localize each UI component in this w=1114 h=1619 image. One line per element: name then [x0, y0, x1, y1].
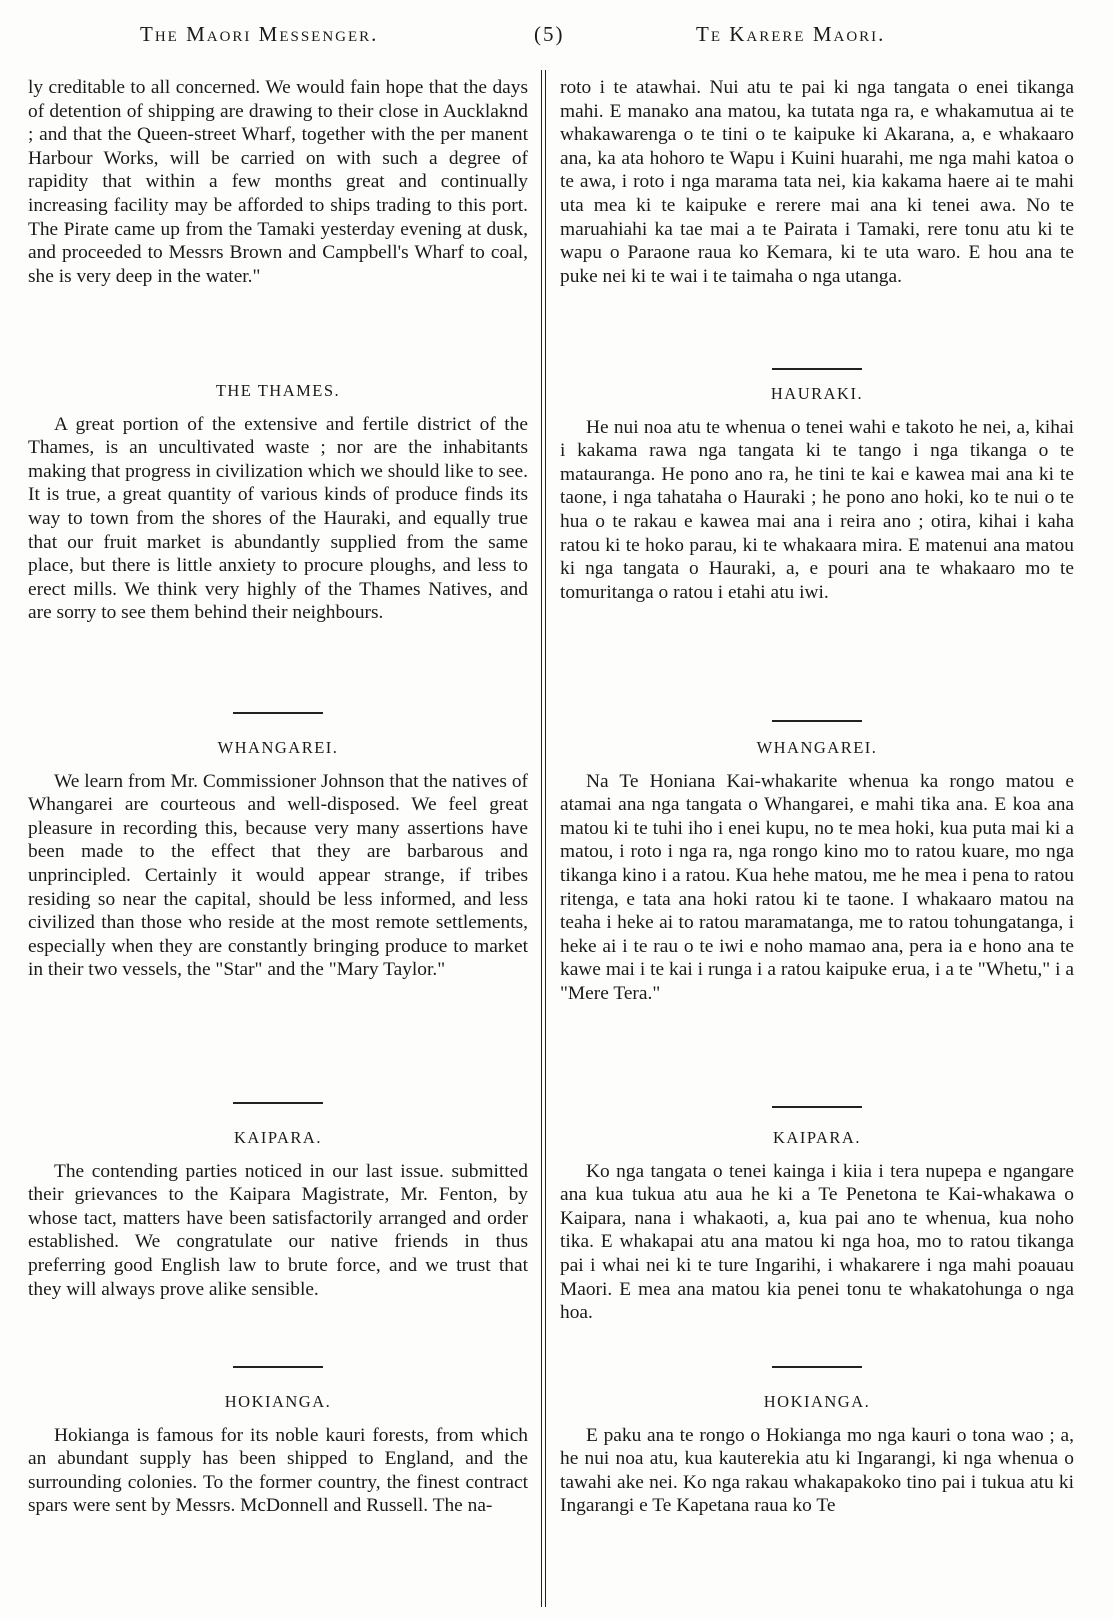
- section-body-hauraki: He nui noa atu te whenua o tenei wahi e takoto he nei, a, kihai i kakama rawa nga tangata ki te tango i nga tikanga o te matauranga. He pono ano ra, he tini te kai e kawea mai ana ki te taone, i nga tahataha o Hauraki ; he pono ano hoki, ko te nui o te hua o te rakau e kawea mai ana i reira ano ; otira, kihai i kaha ratou ki te hoko parau, ki te whakaara mira. E matenui ana matou ki nga tangata o Hauraki, a, e pouri ana te whakaaro mo te tomuritanga o ratou i etahi atu iwi.: [560, 416, 1074, 603]
- section-body-kaipara-maori: Ko nga tangata o tenei kainga i kiia i tera nupepa e ngangare ana kua tukua atu aua he ki a Te Penetona te Kai-whakawa o Kaipara, nana i whakaoti, a, kua pai ano te whenua, kua noho tika. E whakapai atu ana matou ki nga hoa, mo to ratou tikanga pai i whai nei ki te ture Ingarihi, i whakarere i nga mahi poauau Maori. E mea ana matou kia penei tonu te whakatohunga o nga hoa.: [560, 1160, 1074, 1324]
- section-body-hokianga: Hokianga is famous for its noble kauri forests, from which an abundant supply has been shipped to England, and the surrounding colonies. To the former country, the finest contract spars were sent by Messrs. McDonnell and Russell. The na-: [28, 1424, 528, 1517]
- column-divider: [545, 70, 546, 1607]
- section-separator: [772, 1106, 862, 1108]
- section-title-whangarei: WHANGAREI.: [217, 738, 339, 757]
- section-body-kaipara: The contending parties noticed in our last issue. submitted their grievances to the Kaipara Magistrate, Mr. Fenton, by whose tact, matters have been satisfactorily arranged and order established. We congratulate our native friends in thus preferring good English law to brute force, and we trust that they will always prove alike sensible.: [28, 1160, 528, 1300]
- section-separator: [233, 1102, 323, 1104]
- section-title-hauraki: HAURAKI.: [770, 384, 864, 403]
- section-title-hokianga-maori: HOKIANGA.: [763, 1392, 871, 1411]
- section-title-kaipara-maori: KAIPARA.: [773, 1128, 861, 1147]
- section-title-hokianga: HOKIANGA.: [224, 1392, 332, 1411]
- section-title-thames: THE THAMES.: [215, 381, 341, 400]
- section-body-whangarei: We learn from Mr. Commissioner Johnson that the natives of Whangarei are courteous and well-disposed. We feel great pleasure in recording this, because very many assertions have been made to the effect that they are barbarous and unprincipled. Certainly it would appear strange, if tribes residing so near the capital, should be less informed, and less civilized than those who reside at the most remote settlements, especially when they are constantly bringing produce to market in their two vessels, the "Star" and the "Mary Taylor.": [28, 770, 528, 981]
- section-body-thames: A great portion of the extensive and fertile district of the Thames, is an uncultivated waste ; nor are the inhabitants making that progress in civilization which we should like to see. It is true, a great quantity of various kinds of produce finds its way to town from the shores of the Hauraki, and equally true that our fruit market is abundantly supplied from the same place, but there is little anxiety to procure ploughs, and less to erect mills. We think very highly of the Thames Natives, and are sorry to see them behind their neighbours.: [28, 413, 528, 624]
- section-separator: [772, 1366, 862, 1368]
- section-title-kaipara: KAIPARA.: [234, 1128, 322, 1147]
- masthead-maori: Te Karere Maori.: [696, 22, 886, 46]
- page-number: (5): [534, 22, 565, 46]
- english-intro-paragraph: ly creditable to all concerned. We would fain hope that the days of detention of shipping are drawing to their close in Aucklaknd ; and that the Queen-street Wharf, together with the per manent Harbour Works, will be carried on with such a degree of rapidity that within a few months great and continually increasing facility may be afforded to ships trading to this port. The Pirate came up from the Tamaki yesterday evening at dusk, and proceeded to Messrs Brown and Campbell's Wharf to coal, she is very deep in the water.": [28, 77, 528, 287]
- section-body-hokianga-maori: E paku ana te rongo o Hokianga mo nga kauri o tona wao ; a, he nui noa atu, kua kauterekia atu ki Ingarangi, ki nga whenua o tawahi ake nei. Ko nga rakau whakapakoko tino pai i tukua atu ki Ingarangi e Te Kapetana raua ko Te: [560, 1424, 1074, 1517]
- section-separator: [233, 712, 323, 714]
- section-separator: [772, 368, 862, 370]
- section-body-whangarei-maori: Na Te Honiana Kai-whakarite whenua ka rongo matou e atamai ana nga tangata o Whangarei, e mahi tika ana. E koa ana matou ki te tuhi iho i enei kupu, no te mea hoki, kua puta mai ki a matou, i roto i nga ra, nga rongo kino mo to ratou kuare, mo nga tikanga kino i a ratou. Kua hehe matou, me he mea i pena to ratou ritenga, e tata ana hoki ratou ki te taone. I whakaaro matou na teaha i heke ai to ratou maramatanga, me to ratou tohungatanga, i heke ai i te rau o te iwi e noho mamao ana, pera ia e hono ana te kawe mai i te kai i runga i a ratou kaipuke erua, i a te "Whetu," i a "Mere Tera.": [560, 770, 1074, 1004]
- column-divider: [541, 70, 542, 1607]
- masthead-english: The Maori Messenger.: [140, 22, 379, 46]
- section-separator: [233, 1366, 323, 1368]
- page-header: [0, 22, 1114, 52]
- section-separator: [772, 720, 862, 722]
- section-title-whangarei-maori: WHANGAREI.: [756, 738, 878, 757]
- maori-intro-paragraph: roto i te atawhai. Nui atu te pai ki nga tangata o enei tikanga mahi. E manako ana matou, ka tutata nga ra, e whakamutua ai te whakawarenga o te tini o te kaipuke ki Akarana, a, e whakaaro ana, ka ata hohoro te Wapu i Kuini huarahi, me nga mahi katoa o te awa, i roto i nga marama tata nei, kia kakama haere ai te mahi uta mea ki te kaipuke e rerere mai ana ki tenei awa. No te maruahiahi ka tae mai a te Pairata i Tamaki, rere tonu atu ki te wapu o Paraone raua ko Kemara, ki te uta waro. E hou ana te puke nei ki te wai i te taimaha o nga utanga.: [560, 77, 1074, 287]
